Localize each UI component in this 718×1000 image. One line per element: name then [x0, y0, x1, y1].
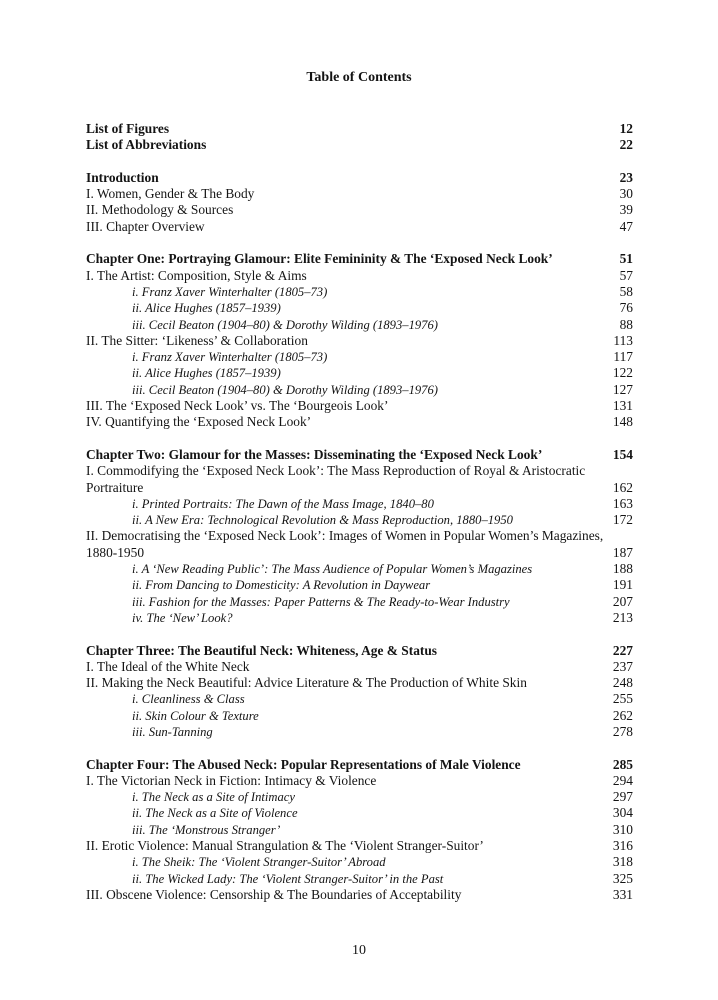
toc-entry-label: i. Franz Xaver Winterhalter (1805–73): [132, 284, 328, 299]
toc-entry-page: 191: [612, 577, 633, 593]
toc-entry-page: 57: [619, 267, 633, 283]
toc-entry-page: 318: [612, 854, 633, 870]
toc-entry: [86, 186, 633, 202]
toc-entry: [86, 398, 633, 414]
toc-entry-label-continued: Portraiture: [86, 479, 144, 495]
toc-entry-label: II. Methodology & Sources: [86, 202, 234, 218]
toc-entry-chapter-two: [86, 447, 633, 463]
toc-entry-label: Chapter Four: The Abused Neck: Popular Representations of Male Violence: [86, 756, 521, 772]
toc-subentry: [86, 691, 633, 707]
toc-entry-page: 30: [619, 186, 633, 202]
toc-entry-label: III. Chapter Overview: [86, 218, 205, 234]
toc-entry: [86, 528, 633, 561]
toc-entry-page: 22: [619, 137, 633, 153]
toc-entry-label-continued: 1880-1950: [86, 544, 145, 560]
toc-entry: [86, 333, 633, 349]
toc-entry-page: 117: [613, 349, 633, 365]
toc-subentry: [86, 561, 633, 577]
toc-entry-page: 58: [619, 283, 633, 299]
toc-entry-introduction: [86, 170, 633, 186]
toc-entry-page: 88: [619, 316, 633, 332]
toc-entry-page: 76: [619, 300, 633, 316]
toc-subentry: [86, 610, 633, 626]
toc-entry-page: 172: [612, 512, 633, 528]
toc-entry-label: I. Women, Gender & The Body: [86, 186, 255, 202]
toc-entry-label: Chapter One: Portraying Glamour: Elite Femininity & The ‘Exposed Neck Look’: [86, 251, 553, 267]
toc-subentry: [86, 805, 633, 821]
section-gap: [86, 740, 633, 756]
toc-entry-label: i. Franz Xaver Winterhalter (1805–73): [132, 350, 328, 365]
toc-entry-page: 163: [612, 495, 633, 511]
toc-subentry: [86, 300, 633, 316]
toc-entry-label: i. Printed Portraits: The Dawn of the Mass Image, 1840–80: [132, 496, 434, 511]
toc-entry-page: 304: [612, 805, 633, 821]
toc-entry-chapter-four: [86, 757, 633, 773]
toc-entry-chapter-one: [86, 251, 633, 267]
toc-entry: [86, 463, 633, 496]
toc-entry-list-of-abbreviations: [86, 137, 633, 153]
toc-entry: [86, 838, 633, 854]
toc-entry-page: 47: [619, 218, 633, 234]
toc-entry-label: II. The Sitter: ‘Likeness’ & Collaboration: [86, 332, 308, 348]
toc-entry-label: I. The Victorian Neck in Fiction: Intimacy & Violence: [86, 772, 377, 788]
toc-entry-label: List of Abbreviations: [86, 137, 207, 153]
toc-entry: [86, 659, 633, 675]
toc-subentry: [86, 512, 633, 528]
toc-entry-page: 162: [612, 479, 633, 495]
section-gap: [86, 431, 633, 447]
toc-entry: [86, 268, 633, 284]
toc-subentry: [86, 365, 633, 381]
toc-entry-page: 297: [612, 789, 633, 805]
toc-subentry: [86, 349, 633, 365]
toc-subentry: [86, 871, 633, 887]
toc-entry-label: III. The ‘Exposed Neck Look’ vs. The ‘Bourgeois Look’: [86, 398, 389, 414]
toc-entry-label: II. Democratising the ‘Exposed Neck Look’: Images of Women in Popular Women’s Magazines,: [86, 528, 604, 544]
toc-entry-page: 127: [612, 381, 633, 397]
toc-entry-label: i. The Neck as a Site of Intimacy: [132, 790, 295, 805]
toc-entry: [86, 202, 633, 218]
toc-entry-page: 187: [612, 544, 633, 560]
section-gap: [86, 626, 633, 642]
toc-entry: [86, 219, 633, 235]
section-gap: [86, 235, 633, 251]
toc-entry-label: iii. The ‘Monstrous Stranger’: [132, 822, 281, 837]
toc-entry-page: 237: [612, 658, 633, 674]
toc-entry-page: 278: [612, 723, 633, 739]
toc-entry: [86, 887, 633, 903]
toc-subentry: [86, 317, 633, 333]
toc-entry-page: 23: [619, 169, 633, 185]
toc-entry-label: ii. A New Era: Technological Revolution & Mass Reproduction, 1880–1950: [132, 513, 513, 528]
toc-entry-page: 227: [612, 642, 633, 658]
toc-entry-label: I. The Ideal of the White Neck: [86, 658, 250, 674]
toc-entry-label: i. Cleanliness & Class: [132, 692, 245, 707]
page-title: Table of Contents: [306, 70, 412, 85]
toc-entry: [86, 414, 633, 430]
toc-entry-page: 122: [612, 365, 633, 381]
toc-entry-page: 325: [612, 870, 633, 886]
toc-entry-page: 51: [619, 251, 633, 267]
toc-entry-label: ii. The Wicked Lady: The ‘Violent Stranger-Suitor’ in the Past: [132, 871, 444, 886]
toc-entry-page: 310: [612, 821, 633, 837]
toc-entry-label: i. The Sheik: The ‘Violent Stranger-Suitor’ Abroad: [132, 855, 386, 870]
toc-entry-label: ii. Alice Hughes (1857–1939): [132, 301, 281, 316]
toc-entry-chapter-three: [86, 643, 633, 659]
toc-entry-page: 113: [613, 332, 633, 348]
toc-entry-list-of-figures: [86, 121, 633, 137]
toc-entry-page: 285: [612, 756, 633, 772]
toc-entry-label: iv. The ‘New’ Look?: [132, 610, 233, 625]
toc-subentry: [86, 724, 633, 740]
toc-entry-label: iii. Cecil Beaton (1904–80) & Dorothy Wilding (1893–1976): [132, 382, 438, 397]
toc-entry-label: Chapter Three: The Beautiful Neck: Whiteness, Age & Status: [86, 642, 438, 658]
toc-entry-page: 188: [612, 561, 633, 577]
toc-entry-page: 316: [612, 838, 633, 854]
toc-entry-page: 294: [612, 772, 633, 788]
toc-entry-page: 131: [612, 398, 633, 414]
toc-subentry: [86, 854, 633, 870]
toc-entry-label: I. The Artist: Composition, Style & Aims: [86, 267, 307, 283]
toc-subentry: [86, 382, 633, 398]
toc-entry-label: ii. Alice Hughes (1857–1939): [132, 366, 281, 381]
toc-entry-label: II. Making the Neck Beautiful: Advice Literature & The Production of White Skin: [86, 675, 527, 691]
toc-subentry: [86, 789, 633, 805]
page-number: 10: [352, 943, 366, 958]
toc-entry-label: ii. Skin Colour & Texture: [132, 708, 259, 723]
toc-subentry: [86, 708, 633, 724]
toc-entry: [86, 773, 633, 789]
toc-entry-page: 255: [612, 691, 633, 707]
toc-subentry: [86, 822, 633, 838]
section-gap: [86, 154, 633, 170]
toc-entry-label: i. A ‘New Reading Public’: The Mass Audience of Popular Women’s Magazines: [132, 562, 533, 577]
toc-subentry: [86, 577, 633, 593]
toc-entry-label: IV. Quantifying the ‘Exposed Neck Look’: [86, 414, 312, 430]
toc-entry-label: iii. Fashion for the Masses: Paper Patterns & The Ready-to-Wear Industry: [132, 594, 510, 609]
toc-subentry: [86, 496, 633, 512]
toc-entry-label: iii. Sun-Tanning: [132, 724, 213, 739]
toc-entry-label: List of Figures: [86, 121, 170, 136]
toc-entry: [86, 675, 633, 691]
toc-subentry: [86, 284, 633, 300]
toc-entry-label: III. Obscene Violence: Censorship & The Boundaries of Acceptability: [86, 886, 462, 902]
toc-entry-label: I. Commodifying the ‘Exposed Neck Look’: The Mass Reproduction of Royal & Aristocratic: [86, 463, 586, 479]
toc-entry-page: 262: [612, 707, 633, 723]
toc-entry-page: 148: [612, 414, 633, 430]
toc-subentry: [86, 594, 633, 610]
toc-entry-label: Introduction: [86, 169, 159, 185]
toc-entry-page: 331: [612, 886, 633, 902]
toc-entry-page: 39: [619, 202, 633, 218]
toc-entry-label: ii. From Dancing to Domesticity: A Revolution in Daywear: [132, 578, 431, 593]
toc-entry-page: 12: [619, 121, 633, 136]
toc-entry-label: ii. The Neck as a Site of Violence: [132, 806, 298, 821]
toc-entry-page: 207: [612, 593, 633, 609]
toc-entry-page: 213: [612, 609, 633, 625]
toc-entry-label: II. Erotic Violence: Manual Strangulation & The ‘Violent Stranger-Suitor’: [86, 838, 484, 854]
toc-entry-label: Chapter Two: Glamour for the Masses: Disseminating the ‘Exposed Neck Look’: [86, 446, 543, 462]
table-of-contents: [86, 121, 633, 903]
toc-entry-page: 248: [612, 675, 633, 691]
toc-entry-label: iii. Cecil Beaton (1904–80) & Dorothy Wilding (1893–1976): [132, 317, 438, 332]
toc-entry-page: 154: [612, 446, 633, 462]
